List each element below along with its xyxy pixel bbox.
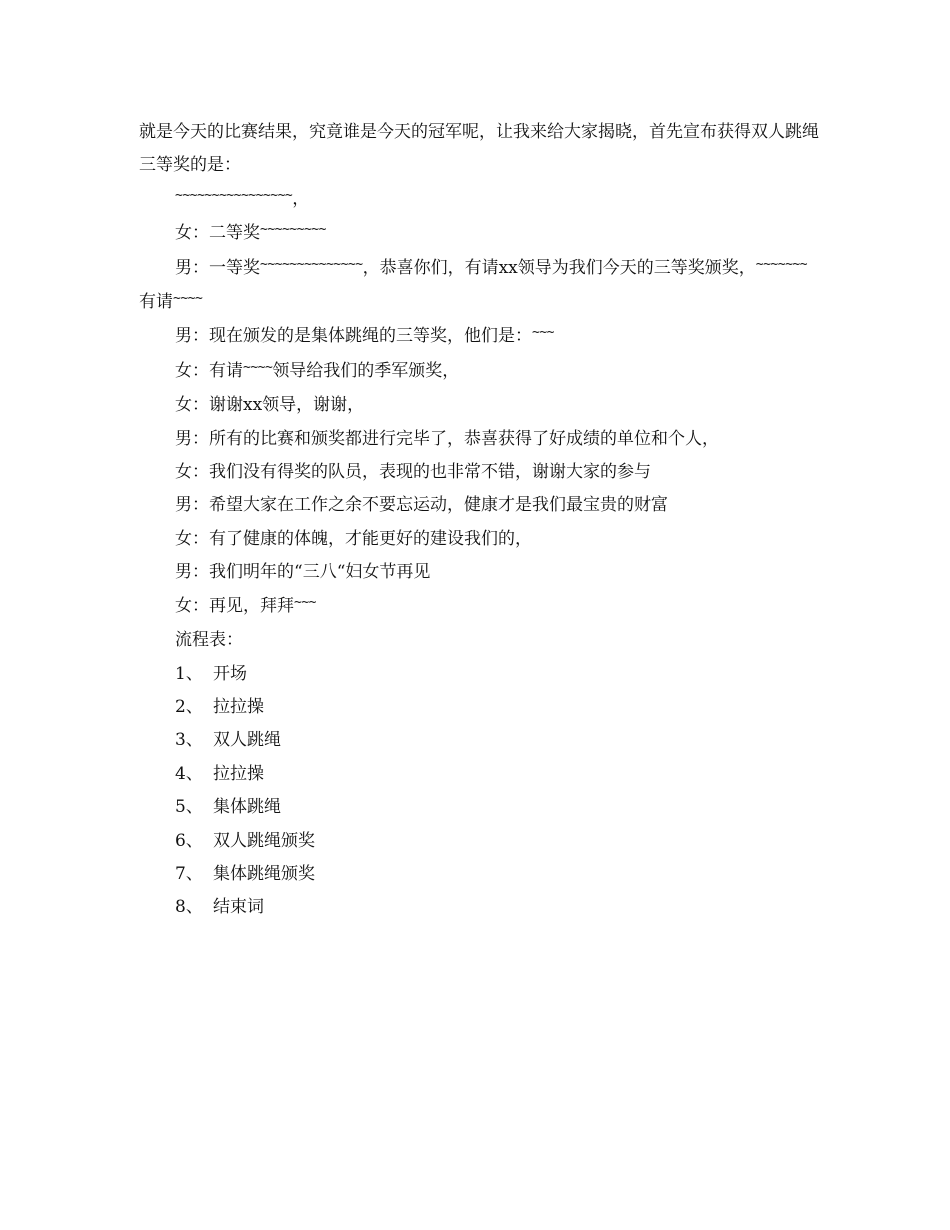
paragraph-group-third-prize: 男：现在颁发的是集体跳绳的三等奖，他们是：~~~ (175, 325, 554, 347)
tilde-run: ~~~ (532, 325, 554, 341)
tilde-run: ~~~~~~~~~~~~~~~~ (175, 187, 293, 203)
paragraph-goodbye: 女：再见，拜拜~~~ (175, 594, 316, 616)
list-item-number: 5、 (175, 797, 203, 818)
list-item-text: 集体跳绳颁奖 (213, 863, 315, 884)
tilde-run: ~~~~~~~~~~~~~~ (260, 256, 363, 272)
list-item-text: 拉拉操 (213, 696, 264, 717)
list-item-text: 双人跳绳 (213, 730, 281, 751)
paragraph-winners-list: ~~~~~~~~~~~~~~~~， (175, 187, 310, 209)
tilde-run: ~~~~ (173, 291, 203, 307)
paragraph-no-prize-team: 女：我们没有得奖的队员，表现的也非常不错，谢谢大家的参与 (175, 462, 651, 483)
list-item-number: 4、 (175, 763, 203, 784)
tilde-run: ~~~~~~~~~ (260, 222, 326, 238)
paragraph-opening: 就是今天的比赛结果，究竟谁是今天的冠军呢，让我来给大家揭晓，首先宣布获得双人跳绳三等奖的是： (139, 122, 819, 176)
paragraph-build: 女：有了健康的体魄，才能更好的建设我们的， (175, 528, 532, 549)
tilde-run: ~~~~~~~ (755, 256, 808, 272)
paragraph-first-prize: 男：一等奖~~~~~~~~~~~~~~，恭喜你们，有请xx领导为我们今天的三等奖颁奖，~~~~~~~有请~~~~ (139, 256, 808, 313)
list-item (139, 825, 819, 858)
schedule-heading: 流程表： (175, 630, 243, 651)
list-item (139, 691, 819, 724)
list-item-number: 1、 (175, 663, 203, 684)
document-body (139, 116, 819, 925)
list-item (139, 758, 819, 791)
paragraph-invite-leader: 女：有请~~~~领导给我们的季军颁奖， (175, 359, 460, 381)
schedule-list (139, 658, 819, 925)
list-item-number: 3、 (175, 730, 203, 751)
list-item-number: 6、 (175, 830, 203, 851)
list-item-number: 7、 (175, 863, 203, 884)
paragraph-second-prize: 女：二等奖~~~~~~~~~ (175, 222, 326, 244)
paragraph-all-done: 男：所有的比赛和颁奖都进行完毕了，恭喜获得了好成绩的单位和个人， (175, 428, 719, 449)
list-item (139, 724, 819, 757)
list-item-text: 拉拉操 (213, 763, 264, 784)
list-item (139, 858, 819, 891)
list-item-text: 结束词 (213, 897, 264, 918)
tilde-run: ~~~ (294, 594, 316, 610)
paragraph-see-you: 男：我们明年的“三八“妇女节再见 (175, 562, 431, 583)
paragraph-thanks-leader: 女：谢谢xx领导，谢谢， (175, 395, 365, 416)
list-item-text: 开场 (213, 663, 247, 684)
list-item (139, 891, 819, 924)
list-item-number: 2、 (175, 696, 203, 717)
tilde-run: ~~~~ (243, 359, 273, 375)
paragraph-health-wish: 男：希望大家在工作之余不要忘运动，健康才是我们最宝贵的财富 (175, 495, 668, 516)
list-item-text: 集体跳绳 (213, 797, 281, 818)
list-item-text: 双人跳绳颁奖 (213, 830, 315, 851)
list-item (139, 658, 819, 691)
list-item (139, 791, 819, 824)
list-item-number: 8、 (175, 897, 203, 918)
